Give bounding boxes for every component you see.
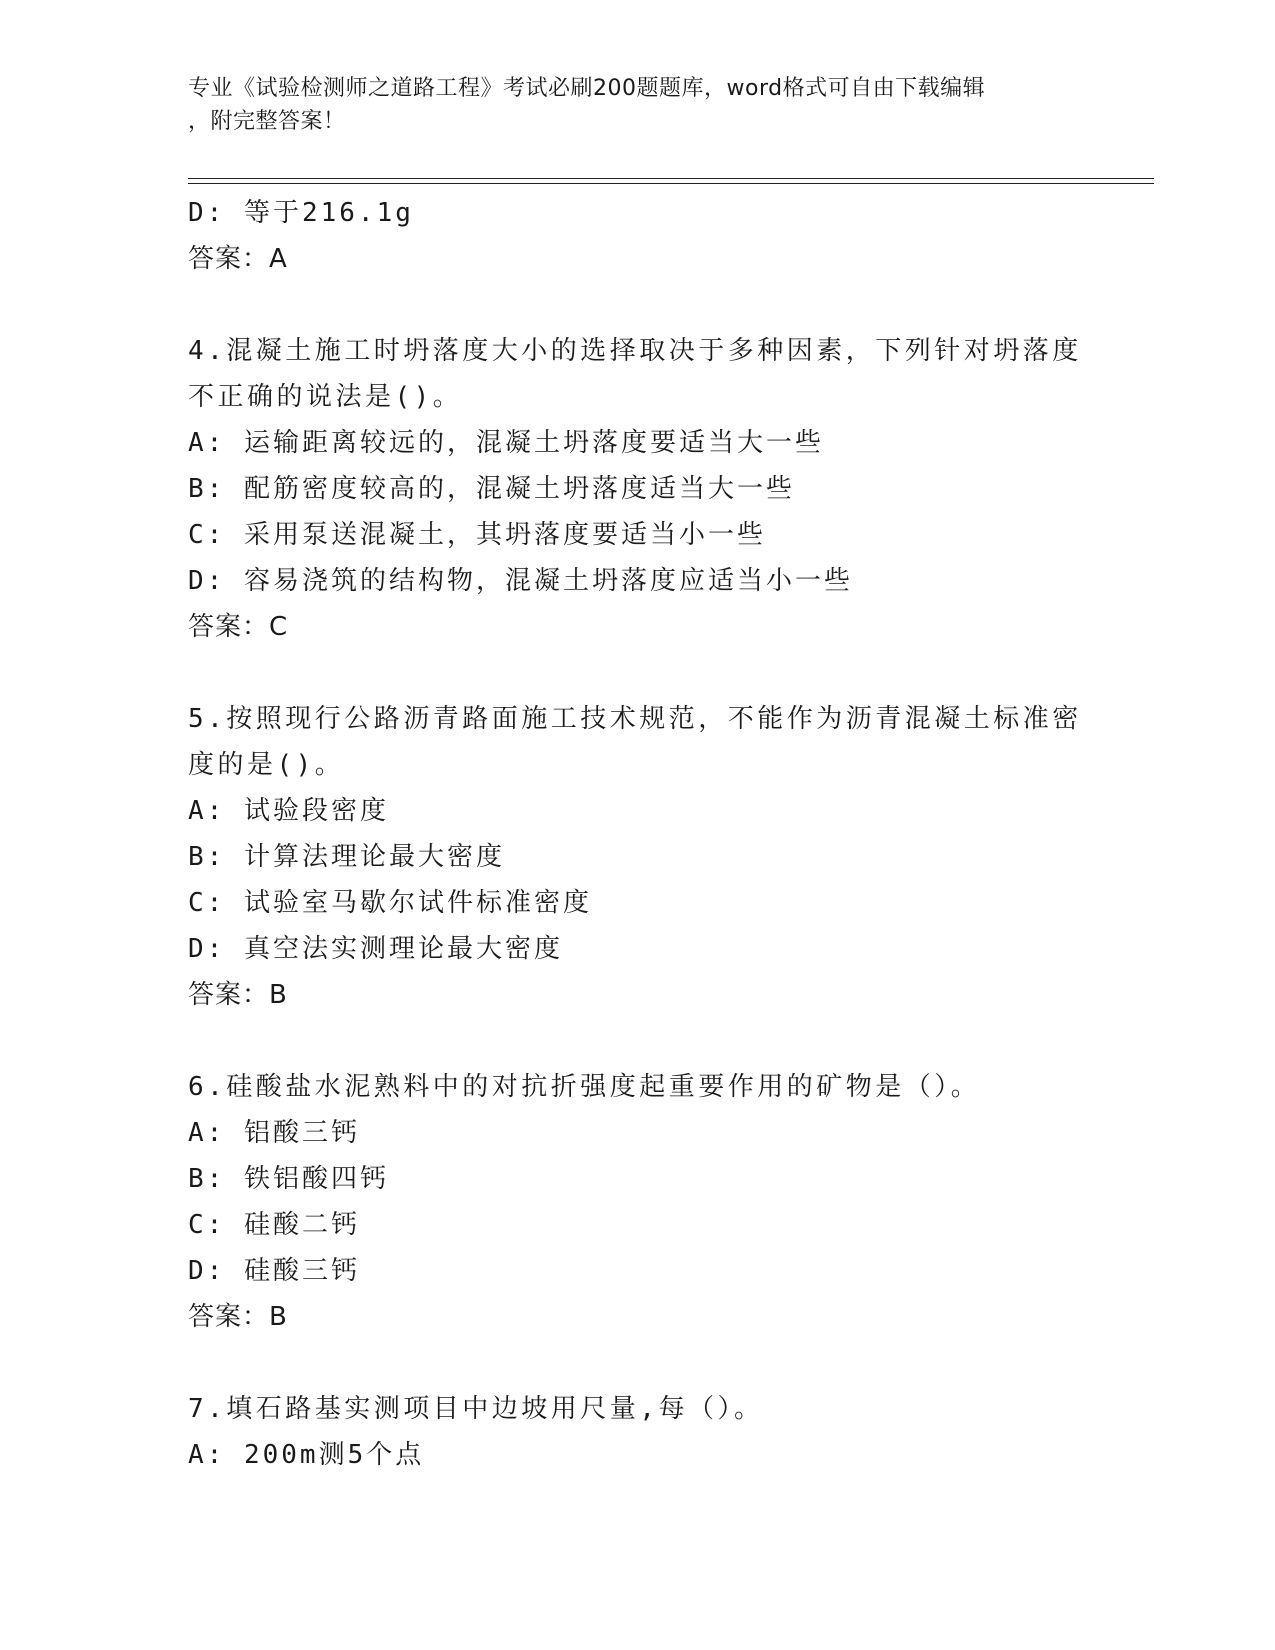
- option-b: B: 配筋密度较高的，混凝土坍落度适当大一些: [188, 474, 795, 504]
- option-a: A: 200m测5个点: [188, 1440, 425, 1470]
- option-d: D: 等于216.1g: [188, 198, 414, 228]
- question-stem: 6.硅酸盐水泥熟料中的对抗折强度起重要作用的矿物是（）。: [188, 1072, 981, 1102]
- answer-line: 答案：B: [188, 980, 288, 1010]
- header-divider-bottom: [188, 183, 1154, 184]
- option-c: C: 硅酸二钙: [188, 1210, 360, 1240]
- option-a: A: 运输距离较远的，混凝土坍落度要适当大一些: [188, 428, 824, 458]
- option-b: B: 计算法理论最大密度: [188, 842, 505, 872]
- document-header: [188, 72, 1068, 138]
- question-5: [188, 696, 1088, 1018]
- answer-line: 答案：B: [188, 1302, 288, 1332]
- document-body: [188, 190, 1088, 1478]
- spacer: [188, 1340, 1088, 1386]
- answer-line: 答案：A: [188, 244, 288, 274]
- question-stem: 7.填石路基实测项目中边坡用尺量,每（）。: [188, 1394, 764, 1424]
- header-line-1: 专业《试验检测师之道路工程》考试必刷200题题库，word格式可自由下载编辑: [188, 76, 986, 101]
- answer-line: 答案：C: [188, 612, 289, 642]
- spacer: [188, 650, 1088, 696]
- question-6: [188, 1064, 1088, 1340]
- option-a: A: 试验段密度: [188, 796, 389, 826]
- option-c: C: 试验室马歇尔试件标准密度: [188, 888, 592, 918]
- spacer: [188, 1018, 1088, 1064]
- option-d: D: 容易浇筑的结构物，混凝土坍落度应适当小一些: [188, 566, 853, 596]
- question-stem: 5.按照现行公路沥青路面施工技术规范，不能作为沥青混凝土标准密: [188, 704, 1082, 734]
- question-4: [188, 328, 1088, 650]
- option-a: A: 铝酸三钙: [188, 1118, 360, 1148]
- option-d: D: 真空法实测理论最大密度: [188, 934, 563, 964]
- header-line-2: ，附完整答案！: [188, 109, 346, 134]
- question-stem-continued: 度的是()。: [188, 750, 345, 780]
- question-7: [188, 1386, 1088, 1478]
- spacer: [188, 282, 1088, 328]
- question-stem: 4.混凝土施工时坍落度大小的选择取决于多种因素，下列针对坍落度: [188, 336, 1082, 366]
- question-stem-continued: 不正确的说法是()。: [188, 382, 463, 412]
- option-b: B: 铁铝酸四钙: [188, 1164, 389, 1194]
- option-d: D: 硅酸三钙: [188, 1256, 360, 1286]
- option-c: C: 采用泵送混凝土，其坍落度要适当小一些: [188, 520, 766, 550]
- header-divider-top: [188, 178, 1154, 179]
